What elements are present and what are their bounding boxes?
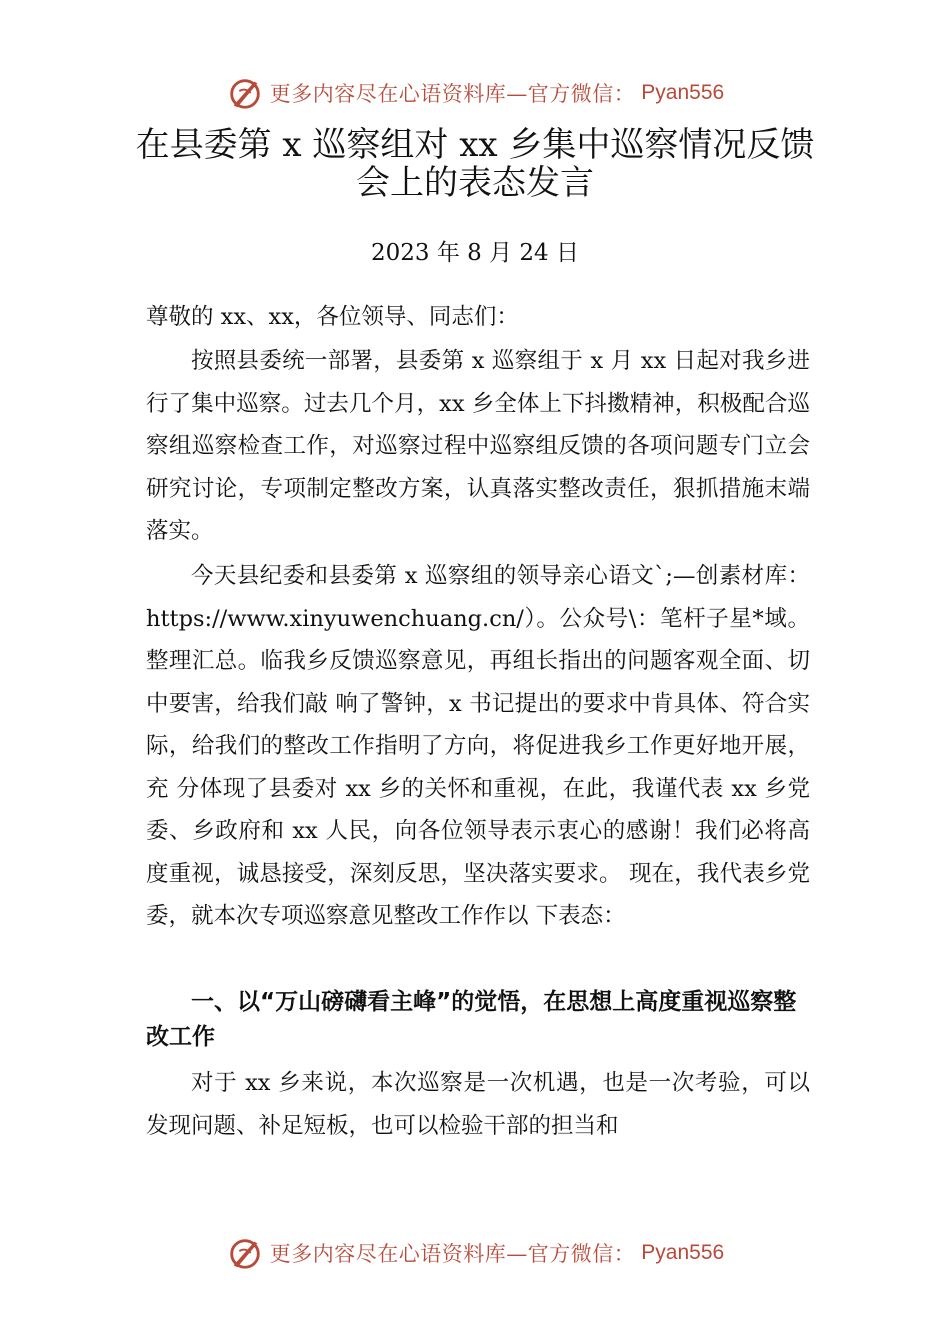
watermark-footer bbox=[0, 1228, 950, 1278]
brush-logo-icon bbox=[226, 1234, 264, 1272]
watermark-wechat-id: Pyan556 bbox=[641, 81, 725, 104]
watermark-text: 更多内容尽在心语资料库—官方微信： bbox=[269, 1242, 636, 1266]
brush-logo-icon bbox=[226, 74, 264, 112]
watermark-text: 更多内容尽在心语资料库—官方微信： bbox=[269, 82, 636, 106]
salutation: 尊敬的 xx、xx，各位领导、同志们： bbox=[146, 304, 519, 330]
paragraph-1: 按照县委统一部署，县委第 x 巡察组于 x 月 xx 日起对我乡进行了集中巡察。过去几个月，xx 乡全体上下抖擞精神，积极配合巡察组巡察检查工作，对巡察过程中巡察组反馈的各项问题专门立会研究讨论，专项制定整改方案，认真落实整改责任，狠抓措施末端落实。 bbox=[146, 348, 810, 544]
paragraph-3: 对于 xx 乡来说，本次巡察是一次机遇，也是一次考验，可以发现问题、补足短板，也可以检验干部的担当和 bbox=[146, 1070, 810, 1139]
section-heading-1: 一、以“万山磅礴看主峰”的觉悟，在思想上高度重视巡察整改工作 bbox=[146, 989, 797, 1050]
watermark-header bbox=[0, 68, 950, 118]
document-date: 2023 年 8 月 24 日 bbox=[371, 240, 579, 266]
watermark-wechat-id: Pyan556 bbox=[641, 1241, 725, 1264]
document-title: 在县委第 x 巡察组对 xx 乡集中巡察情况反馈会上的表态发言 bbox=[135, 125, 815, 203]
paragraph-2: 今天县纪委和县委第 x 巡察组的领导亲心语文`;—创素材库：https://www.xinyuwenchuang.cn/）。公众号\：笔杆子星*域。整理汇总。临我乡反馈巡察意见，再组长指出的问题客观全面、切中要害，给我们敲 响了警钟，x 书记提出的要求中肯具体、符合实际，给我们的整改工作指明了方向，将促进我乡工作更好地开展，充 分体现了县委对 xx 乡的关怀和重视，在此，我谨代表 xx 乡党委、乡政府和 xx 人民，向各位领导表示衷心的感谢！我们必将高度重视，诚恳接受，深刻反思，坚决落实要求。 现在，我代表乡党委，就本次专项巡察意见整改工作作以 下表态： bbox=[146, 563, 810, 929]
